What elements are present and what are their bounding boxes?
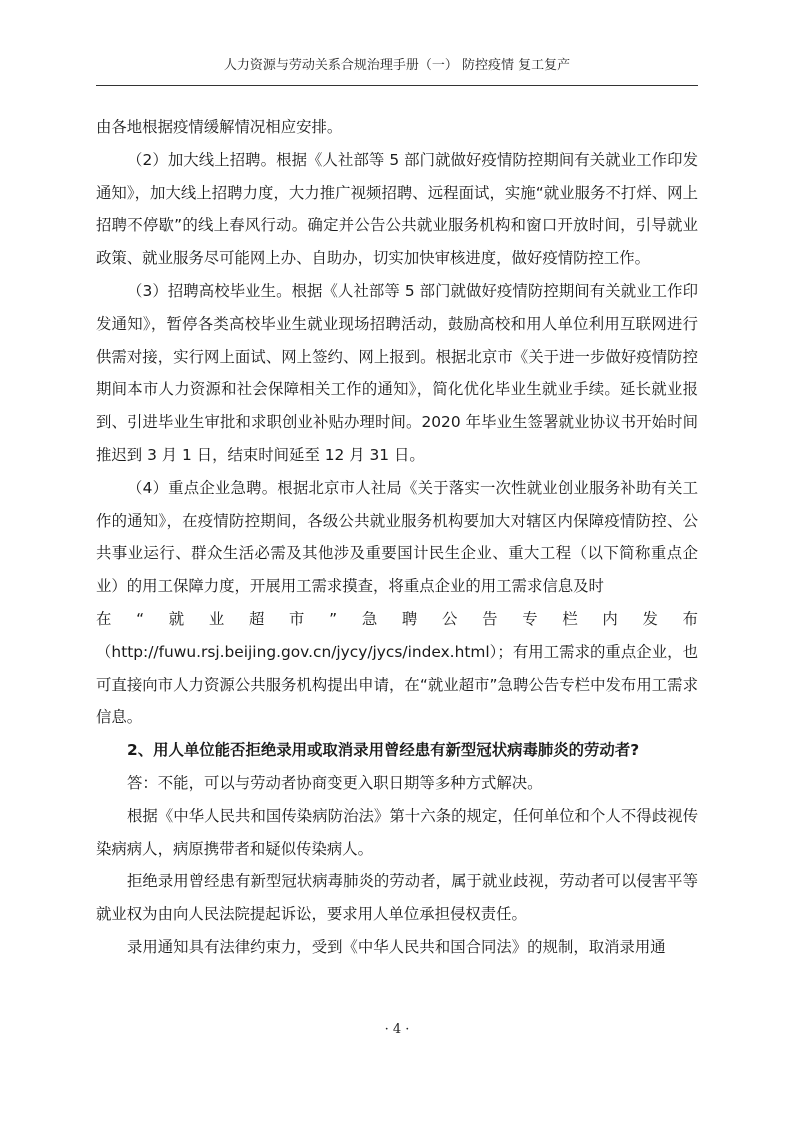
offer-letter-paragraph: 录用通知具有法律约束力，受到《中华人民共和国合同法》的规制，取消录用通: [127, 937, 666, 956]
header-divider: [96, 85, 698, 86]
running-header: 人力资源与劳动关系合规治理手册（一） 防控疫情 复工复产: [223, 58, 571, 73]
paragraph-key-enterprise-url: （http://fuwu.rsj.beijing.gov.cn/jycy/jycs/index.html）；有用工需求的重点企业，也可直接向市人力资源公共服务机构提出申请，在“就业超市”急聘公告专栏中发布用工需求信息。: [96, 642, 698, 727]
discrimination-paragraph: 拒绝录用曾经患有新型冠状病毒肺炎的劳动者，属于就业歧视，劳动者可以侵害平等就业权为由向人民法院提起诉讼，要求用人单位承担侵权责任。: [96, 872, 698, 924]
paragraph-key-enterprise-spread-line: 在“就业超市”急聘公告专栏内发布: [96, 609, 698, 628]
paragraph-continuation: 由各地根据疫情缓解情况相应安排。: [96, 118, 343, 136]
paragraph-key-enterprise-recruitment: （4）重点企业急聘。根据北京市人社局《关于落实一次性就业创业服务补助有关工作的通知》，在疫情防控期间，各级公共就业服务机构要加大对辖区内保障疫情防控、公共事业运行、群众生活必需及其他涉及重要国计民生企业、重大工程（以下简称重点企业）的用工保障力度，开展用工需求摸查，将重点企业的用工需求信息及时: [96, 478, 698, 596]
page-number: · 4 ·: [384, 1022, 410, 1037]
answer-paragraph: 答：不能，可以与劳动者协商变更入职日期等多种方式解决。: [127, 773, 543, 792]
legal-basis-paragraph: 根据《中华人民共和国传染病防治法》第十六条的规定，任何单位和个人不得歧视传染病病人，病原携带者和疑似传染病人。: [96, 806, 698, 858]
document-body: [96, 111, 698, 964]
paragraph-graduate-recruitment: （3）招聘高校毕业生。根据《人社部等 5 部门就做好疫情防控期间有关就业工作印发通知》，暂停各类高校毕业生就业现场招聘活动，鼓励高校和用人单位利用互联网进行供需对接，实行网上面试、网上签约、网上报到。根据北京市《关于进一步做好疫情防控期间本市人力资源和社会保障相关工作的通知》，简化优化毕业生就业手续。延长就业报到、引进毕业生审批和求职创业补贴办理时间。2020 年毕业生签署就业协议书开始时间推迟到 3 月 1 日，结束时间延至 12 月 31 日。: [96, 281, 698, 464]
paragraph-online-recruitment: （2）加大线上招聘。根据《人社部等 5 部门就做好疫情防控期间有关就业工作印发通知》，加大线上招聘力度，大力推广视频招聘、远程面试，实施“就业服务不打烊、网上招聘不停歇”的线上春风行动。确定并公告公共就业服务机构和窗口开放时间，引导就业政策、就业服务尽可能网上办、自助办，切实加快审核进度，做好疫情防控工作。: [96, 150, 698, 268]
question-heading: 2、用人单位能否拒绝录用或取消录用曾经患有新型冠状病毒肺炎的劳动者?: [127, 741, 640, 760]
